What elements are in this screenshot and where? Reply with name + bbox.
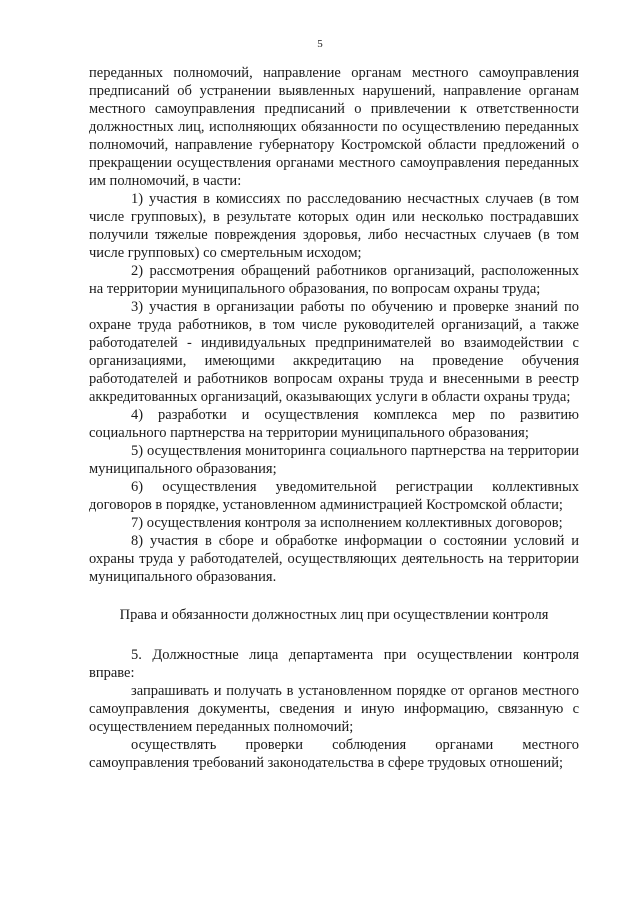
list-item-4: 4) разработки и осуществления комплекса мер по развитию социального партнерства на территории муниципального образования; (89, 407, 579, 441)
list-item-7: 7) осуществления контроля за исполнением коллективных договоров; (131, 515, 563, 531)
list-item-1: 1) участия в комиссиях по расследованию несчастных случаев (в том числе групповых), в результате которых один или несколько пострадавших получили тяжелые повреждения здоровья, либо несчастных случаев (в том числе групповых) со смертельным исходом; (89, 191, 579, 261)
intro-paragraph: переданных полномочий, направление органам местного самоуправления предписаний об устранении выявленных нарушений, направление органам местного самоуправления предписаний о привлечении к ответственности должностных лиц, исполняющих обязанности по осуществлению переданных полномочий, направление губернатору Костромской области предложений о прекращении осуществления органами местного самоуправления переданных им полномочий, в части: (89, 65, 579, 189)
list-item-8: 8) участия в сборе и обработке информации о состоянии условий и охраны труда у работодателей, осуществляющих деятельность на территории муниципального образования. (89, 533, 579, 585)
list-item-6: 6) осуществления уведомительной регистрации коллективных договоров в порядке, установленном администрацией Костромской области; (89, 479, 579, 513)
section-paragraph-3: осуществлять проверки соблюдения органами местного самоуправления требований законодательства в сфере трудовых отношений; (89, 737, 579, 771)
list-item-2: 2) рассмотрения обращений работников организаций, расположенных на территории муниципального образования, по вопросам охраны труда; (89, 263, 579, 297)
document-body (89, 64, 579, 772)
section-paragraph-1: 5. Должностные лица департамента при осуществлении контроля вправе: (89, 647, 579, 681)
list-item-3: 3) участия в организации работы по обучению и проверке знаний по охране труда работников, в том числе руководителей организаций, а также работодателей - индивидуальных предпринимателей во взаимодействии с организациями, имеющими аккредитацию на проведение обучения работодателей и работников вопросам охраны труда и внесенными в реестр аккредитованных организаций, оказывающих услуги в области охраны труда; (89, 299, 579, 405)
page-number: 5 (317, 38, 323, 50)
section-heading: Права и обязанности должностных лиц при осуществлении контроля (119, 607, 549, 623)
list-item-5: 5) осуществления мониторинга социального партнерства на территории муниципального образования; (89, 443, 579, 477)
section-paragraph-2: запрашивать и получать в установленном порядке от органов местного самоуправления документы, сведения и иную информацию, связанную с осуществлением переданных полномочий; (89, 683, 579, 735)
